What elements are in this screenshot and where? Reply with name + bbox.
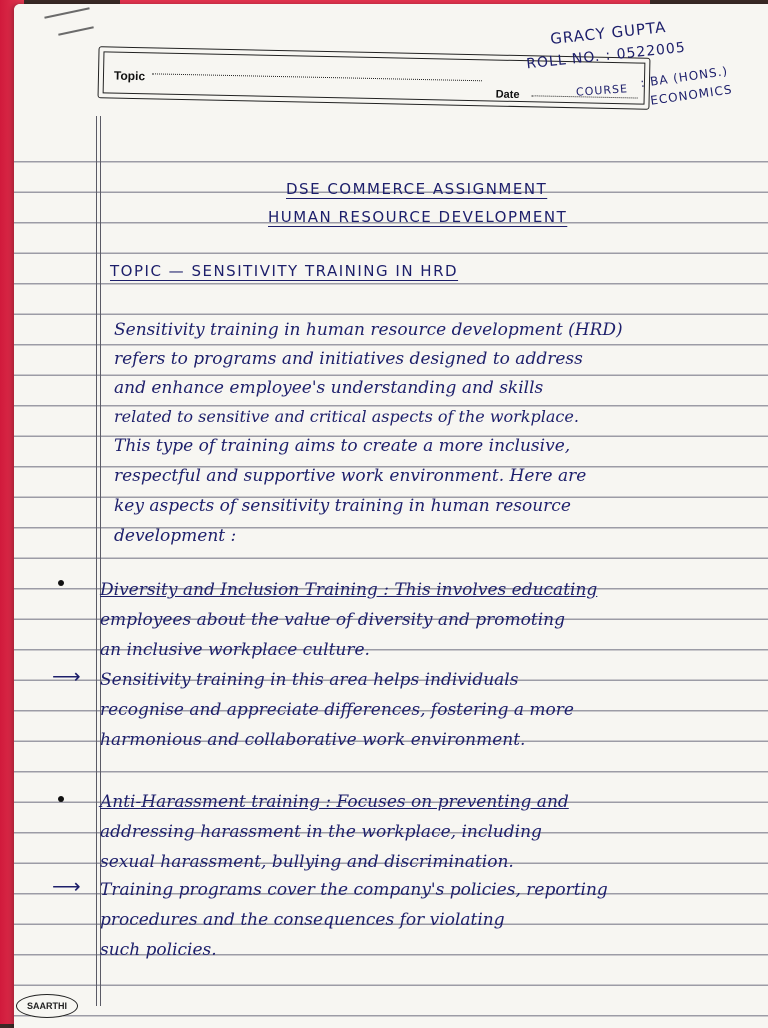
- section-line: Diversity and Inclusion Training : This involves educating: [100, 580, 598, 600]
- section-line: addressing harassment in the workplace, including: [100, 822, 542, 842]
- roll-number: ROLL NO. : 0522005: [525, 39, 687, 73]
- margin-line: [96, 116, 101, 1006]
- assignment-subtitle: HUMAN RESOURCE DEVELOPMENT: [268, 208, 568, 226]
- intro-line: refers to programs and initiatives designed to address: [114, 349, 583, 369]
- section-line: Anti-Harassment training : Focuses on preventing and: [100, 792, 569, 812]
- assignment-title: DSE COMMERCE ASSIGNMENT: [286, 180, 548, 198]
- section-line: procedures and the consequences for violating: [100, 910, 505, 930]
- section-line: an inclusive workplace culture.: [100, 640, 370, 660]
- notebook-brand-logo: SAARTHI: [16, 994, 78, 1018]
- notebook-page: [14, 4, 768, 1028]
- section-line: Training programs cover the company's policies, reporting: [100, 880, 608, 900]
- section-line: such policies.: [100, 940, 217, 960]
- topic-label: Topic: [113, 68, 146, 84]
- intro-line: key aspects of sensitivity training in human resource: [114, 496, 571, 516]
- intro-line: This type of training aims to create a more inclusive,: [114, 436, 571, 456]
- section-line: recognise and appreciate differences, fostering a more: [100, 700, 574, 720]
- intro-line: Sensitivity training in human resource development (HRD): [114, 320, 623, 340]
- bullet-point: [58, 796, 64, 802]
- section-line: sexual harassment, bullying and discrimination.: [100, 852, 514, 872]
- course-label: COURSE: [575, 82, 629, 99]
- topic-heading: TOPIC — SENSITIVITY TRAINING IN HRD: [110, 262, 459, 280]
- intro-line: development :: [114, 526, 237, 546]
- course-value: : BA (HONS.): [639, 63, 729, 91]
- intro-line: and enhance employee's understanding and skills: [114, 378, 544, 398]
- section-line: harmonious and collaborative work environment.: [100, 730, 526, 750]
- section-line: Sensitivity training in this area helps individuals: [100, 670, 519, 690]
- section-line: employees about the value of diversity and promoting: [100, 610, 565, 630]
- bullet-point: [58, 580, 64, 586]
- intro-line: related to sensitive and critical aspects of the workplace.: [114, 407, 579, 426]
- course-subject: ECONOMICS: [649, 82, 734, 108]
- topic-dotted-line: [152, 73, 482, 81]
- student-name: GRACY GUPTA: [549, 17, 668, 49]
- intro-line: respectful and supportive work environment. Here are: [114, 466, 587, 486]
- arrow-icon: ⟶: [52, 876, 81, 898]
- arrow-icon: ⟶: [52, 666, 81, 688]
- date-label: Date: [495, 88, 520, 102]
